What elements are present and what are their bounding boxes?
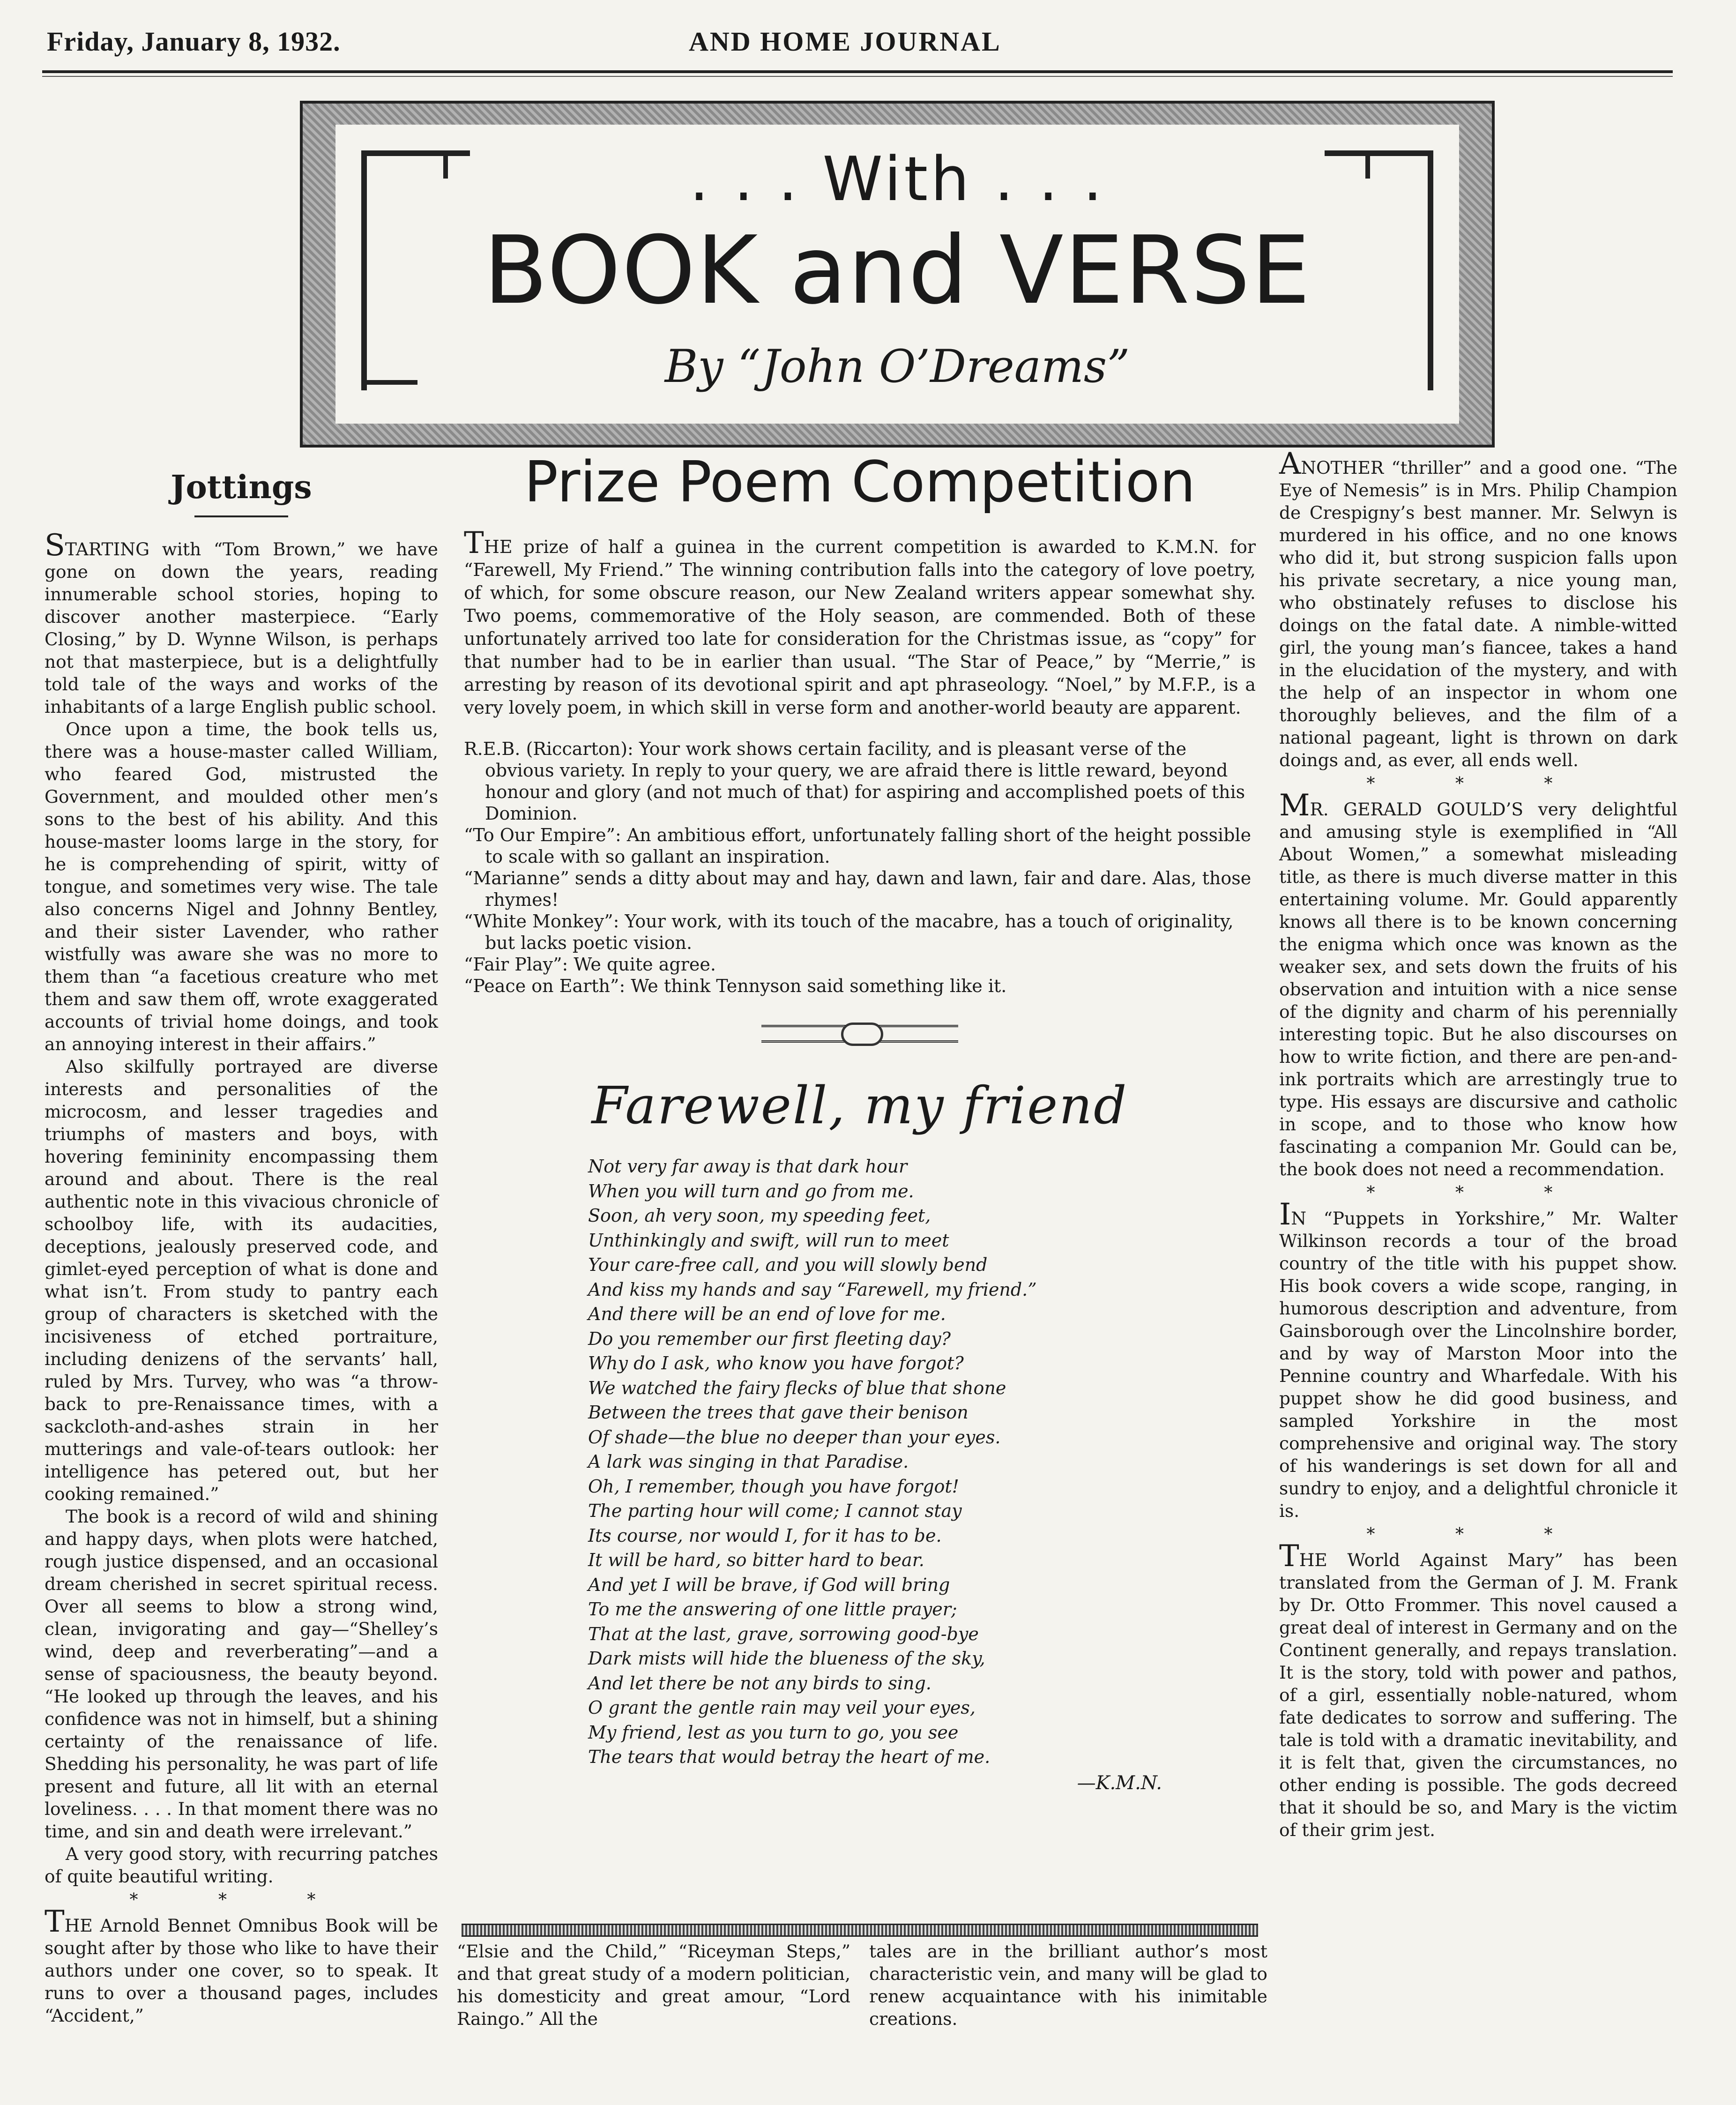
section-stars: * * * (1366, 1183, 1590, 1202)
review-dropcap: T (1279, 1539, 1299, 1574)
bennett-dropcap: T (45, 1904, 65, 1939)
bennett-continued-a: “Elsie and the Child,” “Riceyman Steps,” and that great study of a modern politician, his domesticity and great amour, “Lord Raingo.” All the (457, 1941, 850, 2029)
criticism-item: “To Our Empire”: An ambitious effort, unfortunately falling short of the height possible to scale with so gallant an inspiration. (464, 825, 1252, 867)
poem-signature: —K.M.N. (1077, 1772, 1162, 1794)
poem-line: And let there be not any birds to sing. (588, 1672, 931, 1694)
jottings-dropcap: S (45, 528, 65, 563)
jottings-paragraph-text: TARTING with “Tom Brown,” we have gone on down the years, reading innumerable school stories, hoping to discover another masterpiece. “Early Closing,” by D. Wynne Wilson, is perhaps not that masterpiece, but is a delightfully told tale of the ways and works of the inhabitants of a large English public school. (45, 539, 438, 717)
section-stars: * * * (1366, 1525, 1590, 1544)
hatched-rule (462, 1924, 1258, 1937)
masthead-title: BOOK and VERSE (483, 216, 1311, 325)
header-rule-thin (42, 76, 1673, 77)
section-stars: * * * (129, 1890, 353, 1910)
poem-line: Why do I ask, who know you have forgot? (588, 1353, 964, 1373)
prize-dropcap: T (464, 526, 484, 560)
poem-line: It will be hard, so bitter hard to bear. (588, 1550, 924, 1570)
jottings-column (45, 469, 438, 2027)
bennett-paragraph (45, 1904, 438, 2027)
review-paragraph (1279, 1539, 1677, 1841)
criticism-item: R.E.B. (Riccarton): Your work shows certain facility, and is pleasant verse of the obvious variety. In reply to your query, we are afraid there is little reward, beyond honour and glory (and not much of that) for aspiring and accomplished poets of this Dominion. (464, 739, 1245, 824)
dateline: Friday, January 8, 1932. (47, 26, 341, 57)
review-dropcap: A (1279, 447, 1301, 481)
review-paragraph (1279, 447, 1677, 771)
ornament-divider (761, 1025, 958, 1043)
criticism-item: “Peace on Earth”: We think Tennyson said something like it. (464, 976, 1007, 996)
review-text: NOTHER “thriller” and a good one. “The Eye of Nemesis” is in Mrs. Philip Champion de Crespigny’s best manner. Mr. Selwyn is murdered in his office, and no one knows who did it, but strong suspicion falls upon his private secretary, a nice young man, who obstinately refuses to disclose his doings on the fatal date. A nimble-witted girl, the young man’s fiancee, takes a hand in the elucidation of the mystery, and with the help of an inspector in whom one thoroughly believes, and the film of a national pageant, light is thrown on dark doings and, as ever, all ends well. (1279, 457, 1677, 770)
criticism-item: “Marianne” sends a ditty about may and hay, dawn and lawn, fair and dare. Alas, those rhymes! (464, 868, 1252, 910)
poem-line: Dark mists will hide the blueness of the sky, (588, 1648, 985, 1669)
jottings-paragraph: Also skilfully portrayed are diverse interests and personalities of the microcosm, and lesser tragedies and triumphs of masters and boys, with hovering femininity encompassing them around and about. There is the real authentic note in this vivacious chronicle of schoolboy life, with its audacities, deceptions, jealously preserved code, and gimlet-eyed perception of what is done and what isn’t. From study to pantry each group of characters is sketched with the incisiveness of etched portraiture, including denizens of the servants’ hall, ruled by Mrs. Turvey, who was “a throw-back to pre-Renaissance times, with a sackcloth-and-ashes strain in her mutterings and vale-of-tears outlook: her intelligence has petered out, but her cooking remained.” (45, 1056, 438, 1504)
poem-line: That at the last, grave, sorrowing good-bye (588, 1623, 979, 1644)
poem-line: And kiss my hands and say “Farewell, my friend.” (588, 1279, 1037, 1300)
jottings-heading: Jottings (171, 469, 312, 506)
bennett-paragraph-text: HE Arnold Bennet Omnibus Book will be sought after by those who like to have their authors under one cover, so to speak. It runs to over a thousand pages, includes “Accident,” (45, 1915, 438, 2026)
review-paragraph (1279, 1197, 1677, 1522)
poem-line: The tears that would betray the heart of me. (588, 1747, 991, 1767)
jottings-paragraph: Once upon a time, the book tells us, there was a house-master called William, who feared God, mistrusted the Government, and moulded other men’s sons to the best of his ability. And this house-master looms large in the story, for he is comprehending of spirit, witty of tongue, and sometimes very wise. The tale also concerns Nigel and Johnny Bentley, and their sister Lavender, who rather wistfully was aware she was no more to them than “a facetious creature who met them and saw them off, wrote exaggerated accounts of trivial home doings, and took an annoying interest in their affairs.” (45, 719, 438, 1054)
poem-body (588, 1154, 1256, 1769)
poem-line: Its course, nor would I, for it has to be. (588, 1525, 942, 1546)
jottings-paragraph: A very good story, with recurring patches of quite beautiful writing. (45, 1844, 438, 1887)
review-paragraph (1279, 788, 1677, 1180)
poem-line: We watched the fairy flecks of blue that shone (588, 1377, 1006, 1398)
poem-line: My friend, lest as you turn to go, you see (588, 1722, 959, 1743)
review-text: N “Puppets in Yorkshire,” Mr. Walter Wilkinson records a tour of the broad country of the title with his puppet show. His book covers a wide scope, ranging, in humorous description and adventure, from Gainsborough over the Lincolnshire border, and by way of Marston Moor into the Pennine country and Wharfedale. With his puppet show he did good business, and sampled Yorkshire in the most comprehensive and original way. The story of his wanderings is set down for all and sundry to enjoy, and a delightful chronicle it is. (1279, 1208, 1677, 1521)
prize-heading: Prize Poem Competition (524, 450, 1196, 515)
masthead-panel (335, 125, 1459, 424)
review-text: HE World Against Mary” has been translated from the German of J. M. Frank by Dr. Otto Frommer. This novel caused a great deal of interest in Germany and on the Continent generally, and repays translation. It is the story, told with power and pathos, of a girl, essentially noble-natured, whom fate dedicates to sorrow and suffering. The tale is told with a dramatic inevitability, and it is felt that, given the circumstances, no other ending is possible. The gods decreed that it should be so, and Mary is the victim of their grim jest. (1279, 1550, 1677, 1840)
jottings-paragraph (45, 528, 438, 718)
prize-poem-column (464, 450, 1256, 1794)
poem-line: Between the trees that gave their benison (588, 1402, 969, 1423)
header-rule (42, 70, 1673, 73)
jottings-rule (194, 515, 288, 517)
reviews-column (1279, 447, 1677, 1844)
masthead-box (300, 101, 1495, 448)
poem-line: And there will be an end of love for me. (588, 1304, 946, 1324)
prize-intro (464, 526, 1256, 719)
poem-line: Unthinkingly and swift, will run to meet (588, 1230, 949, 1251)
poem-line: The parting hour will come; I cannot stay (588, 1500, 962, 1521)
masthead-byline: By “John O’Dreams” (664, 340, 1130, 393)
criticism-item: “Fair Play”: We quite agree. (464, 954, 716, 975)
poem-line: Not very far away is that dark hour (588, 1156, 908, 1177)
review-dropcap: I (1279, 1197, 1291, 1232)
poem-line: Of shade—the blue no deeper than your eyes. (588, 1426, 1001, 1448)
criticism-item: “White Monkey”: Your work, with its touch of the macabre, has a touch of originality, but lacks poetic vision. (464, 911, 1234, 953)
jottings-paragraph: The book is a record of wild and shining and happy days, when plots were hatched, rough justice dispensed, and an occasional dream cherished in secret spiritual recess. Over all seems to blow a strong wind, clean, invigorating and gay—“Shelley’s wind, deep and reverberating”—and a sense of spaciousness, the beauty beyond. “He looked up through the leaves, and his confidence was not in himself, but a shining certainty of the renaissance of life. Shedding his personality, he was part of life present and future, all lit with an eternal loveliness. . . . In that moment there was no time, and sin and death were irrelevant.” (45, 1506, 438, 1842)
poem-line: O grant the gentle rain may veil your eyes, (588, 1697, 976, 1718)
poem-line: When you will turn and go from me. (588, 1180, 914, 1202)
review-dropcap: M (1279, 788, 1310, 823)
publication-name: AND HOME JOURNAL (689, 26, 1001, 57)
prize-intro-text: HE prize of half a guinea in the current competition is awarded to K.M.N. for “Farewell, My Friend.” The winning contribution falls into the category of love poetry, of which, for some obscure reason, our New Zealand writers appear somewhat shy. Two poems, commemorative of the Holy season, are commended. Both of these unfortunately arrived too late for consideration for the Christmas issue, as “copy” for that number had to be in earlier than usual. “The Star of Peace,” by “Merrie,” is arresting by reason of its devotional spirit and apt phraseology. “Noel,” by M.F.P., is a very lovely poem, in which skill in verse form and another-world beauty are apparent. (464, 537, 1256, 718)
poem-title: Farewell, my friend (591, 1075, 1128, 1135)
poem-line: To me the answering of one little prayer; (588, 1599, 957, 1620)
poem-line: Your care-free call, and you will slowly bend (588, 1254, 988, 1275)
poem-line: And yet I will be brave, if God will bring (588, 1574, 950, 1595)
bennett-continued-b: tales are in the brilliant author’s most characteristic vein, and many will be glad to renew acquaintance with his inimitable creations. (869, 1941, 1267, 2029)
section-stars: * * * (1366, 774, 1590, 793)
poem-line: Soon, ah very soon, my speeding feet, (588, 1205, 931, 1226)
poem-line: A lark was singing in that Paradise. (588, 1451, 909, 1472)
masthead-with: . . . With . . . (689, 143, 1105, 215)
ornament-center (841, 1023, 883, 1046)
poem-line: Oh, I remember, though you have forgot! (588, 1476, 959, 1497)
review-text: R. GERALD GOULD’S very delightful and amusing style is exemplified in “All About Women,” a somewhat misleading title, as there is much diverse matter in this entertaining volume. Mr. Gould apparently knows all there is to be known concerning the enigma which once was known as the weaker sex, and sets down the fruits of his observation and intuition with a nice sense of the dignity and charm of his perennially interesting topic. But he also discourses on how to write fiction, and there are pen-and-ink portraits which are arrestingly true to type. His essays are discursive and catholic in scope, and to those who know how fascinating a companion Mr. Gould can be, the book does not need a recommendation. (1279, 799, 1677, 1179)
poem-line: Do you remember our first fleeting day? (588, 1328, 951, 1349)
